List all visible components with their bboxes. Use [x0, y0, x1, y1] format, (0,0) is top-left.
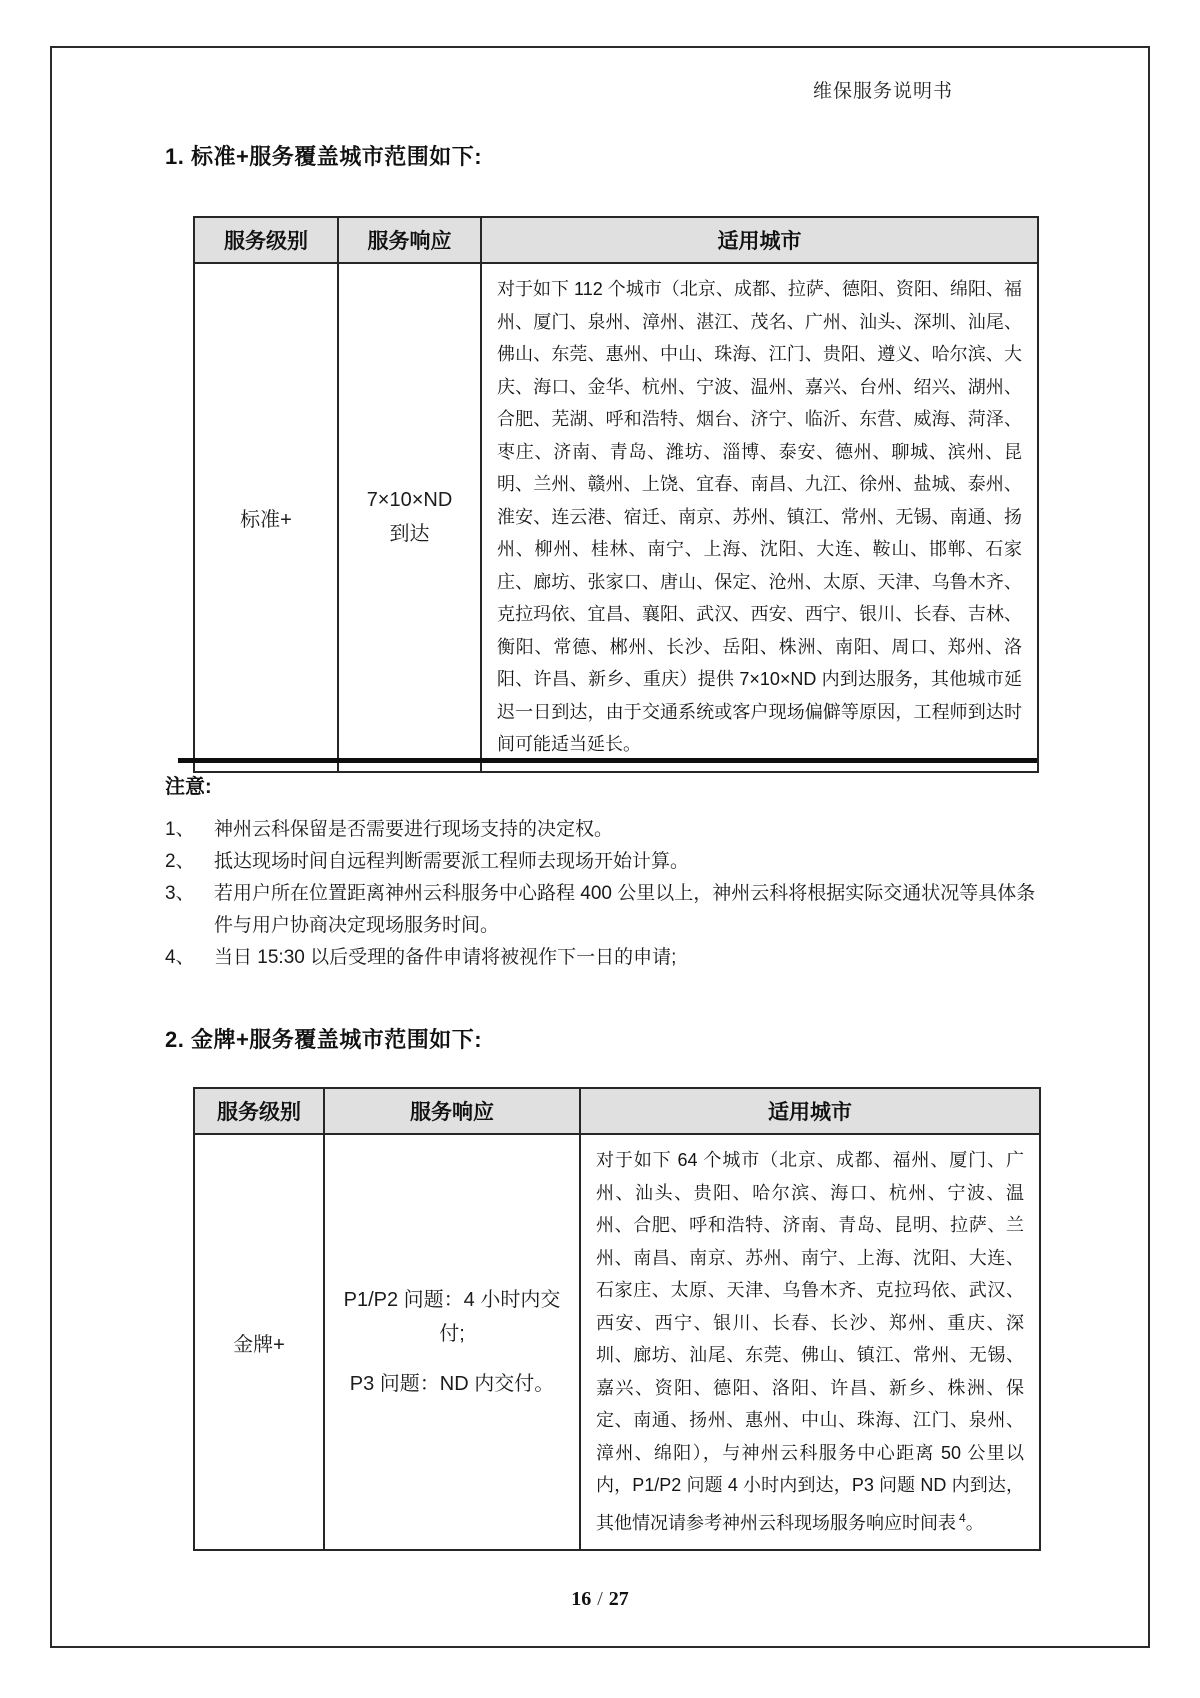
- page-footer: [52, 1588, 1148, 1611]
- doc-header-title: 维保服务说明书: [812, 81, 953, 102]
- applicable-cities-cell: 对于如下 112 个城市（北京、成都、拉萨、德阳、资阳、绵阳、福州、厦门、泉州、漳州、湛江、茂名、广州、汕头、深圳、汕尾、佛山、东莞、惠州、中山、珠海、江门、贵阳、遵义、哈尔滨、大庆、海口、金华、杭州、宁波、温州、嘉兴、台州、绍兴、湖州、合肥、芜湖、呼和浩特、烟台、济宁、临沂、东营、威海、菏泽、枣庄、济南、青岛、潍坊、淄博、泰安、德州、聊城、滨州、昆明、兰州、赣州、上饶、宜春、南昌、九江、徐州、盐城、泰州、淮安、连云港、宿迁、南京、苏州、镇江、常州、无锡、南通、扬州、柳州、桂林、南宁、上海、沈阳、大连、鞍山、邯郸、石家庄、廊坊、张家口、唐山、保定、沧州、太原、天津、乌鲁木齐、克拉玛依、宜昌、襄阳、武汉、西安、西宁、银川、长春、吉林、衡阳、常德、郴州、长沙、岳阳、株洲、南阳、周口、郑州、洛阳、许昌、新乡、重庆）提供 7×10×ND 内到达服务，其他城市延迟一日到达，由于交通系统或客户现场偏僻等原因，工程师到达时间可能适当延长。: [481, 263, 1038, 772]
- col-header-service-response: 服务响应: [324, 1088, 580, 1134]
- section2-heading: 2. 金牌+服务覆盖城市范围如下:: [165, 1027, 483, 1052]
- note-number: 2、: [165, 851, 195, 872]
- note-number: 1、: [165, 819, 195, 840]
- col-header-service-level: 服务级别: [194, 1088, 324, 1134]
- table-header-row: [194, 1088, 1040, 1134]
- service-response-line2: 到达: [389, 523, 430, 546]
- notes-list: [165, 814, 1047, 974]
- col-header-applicable-cities: 适用城市: [481, 217, 1038, 263]
- applicable-cities-text: 对于如下 64 个城市（北京、成都、福州、厦门、广州、汕头、贵阳、哈尔滨、海口、杭州、宁波、温州、合肥、呼和浩特、济南、青岛、昆明、拉萨、兰州、南昌、南京、苏州、南宁、上海、沈阳、大连、石家庄、太原、天津、乌鲁木齐、克拉玛依、武汉、西安、西宁、银川、长春、长沙、郑州、重庆、深圳、廊坊、汕尾、东莞、佛山、镇江、常州、无锡、嘉兴、资阳、德阳、洛阳、许昌、新乡、株洲、保定、南通、扬州、惠州、中山、珠海、江门、泉州、漳州、绵阳），与神州云科服务中心距离 50 公里以内，P1/P2 问题 4 小时内到达，P3 问题 ND 内到达，其他情况请参考神州云科现场服务响应时间表: [596, 1150, 1024, 1533]
- table-header-row: [194, 217, 1038, 263]
- col-header-service-level: 服务级别: [194, 217, 338, 263]
- note-number: 3、: [165, 883, 195, 904]
- note-text: 抵达现场时间自远程判断需要派工程师去现场开始计算。: [214, 851, 690, 872]
- footnote-reference: 4: [959, 1510, 966, 1525]
- notes-title: 注意:: [165, 776, 212, 798]
- note-item-3: [165, 878, 1047, 942]
- section-divider-rule: [178, 758, 1037, 763]
- total-page-number: 27: [608, 1588, 629, 1610]
- applicable-cities-period: 。: [965, 1512, 984, 1533]
- service-response-line1: 7×10×ND: [366, 489, 453, 512]
- note-item-4: [165, 942, 1047, 974]
- service-response-p2: P3 问题：ND 内交付。: [349, 1373, 555, 1395]
- page-border-frame: [50, 46, 1150, 1648]
- note-number: 4、: [165, 947, 195, 968]
- col-header-service-response: 服务响应: [338, 217, 481, 263]
- service-response-p1: P1/P2 问题：4 小时内交付;: [343, 1289, 561, 1345]
- gold-plus-service-table: [193, 1087, 1041, 1551]
- table-row: [194, 1134, 1040, 1550]
- service-level-cell: 标准+: [194, 263, 338, 772]
- service-level-cell: 金牌+: [194, 1134, 324, 1550]
- section1-heading: 1. 标准+服务覆盖城市范围如下:: [165, 144, 483, 169]
- page-number-separator: /: [597, 1588, 603, 1610]
- note-item-2: [165, 846, 1047, 878]
- note-item-1: [165, 814, 1047, 846]
- col-header-applicable-cities: 适用城市: [580, 1088, 1040, 1134]
- note-text: 若用户所在位置距离神州云科服务中心路程 400 公里以上，神州云科将根据实际交通状况等具体条件与用户协商决定现场服务时间。: [214, 883, 1036, 936]
- note-text: 神州云科保留是否需要进行现场支持的决定权。: [214, 819, 614, 840]
- table-row: [194, 263, 1038, 772]
- standard-plus-service-table: [193, 216, 1039, 773]
- note-text: 当日 15:30 以后受理的备件申请将被视作下一日的申请;: [214, 947, 677, 968]
- service-response-cell: [338, 263, 481, 772]
- current-page-number: 16: [571, 1588, 592, 1610]
- service-response-cell: [324, 1134, 580, 1550]
- applicable-cities-cell: [580, 1134, 1040, 1550]
